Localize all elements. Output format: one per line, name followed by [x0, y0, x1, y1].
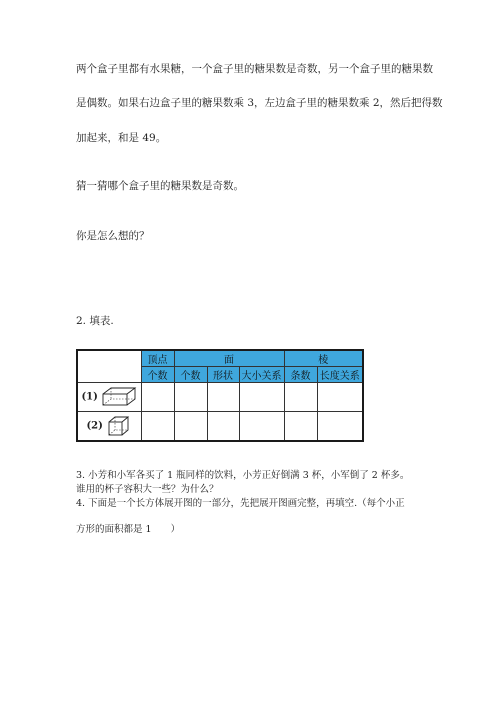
- subheader-face-shape: 形状: [207, 367, 239, 383]
- header-edges: 棱: [284, 350, 363, 367]
- fill-in-table: [76, 349, 364, 442]
- subheader-vertex-count: 个数: [141, 367, 174, 383]
- q3-line-1: 3. 小芳和小军各买了 1 瓶同样的饮料，小芳正好倒满 3 杯，小军倒了 2 杯多。: [76, 470, 410, 481]
- cell-cuboid-edge-length[interactable]: [317, 383, 363, 412]
- subheader-edge-count: 条数: [284, 367, 317, 383]
- cell-cuboid-face-count[interactable]: [174, 383, 207, 412]
- cell-cuboid-face-shape[interactable]: [207, 383, 239, 412]
- question-reasoning: 你是怎么想的？: [76, 230, 150, 242]
- cell-cube-face-size[interactable]: [239, 412, 284, 441]
- subheader-face-size: 大小关系: [239, 367, 284, 383]
- cell-cube-edge-length[interactable]: [317, 412, 363, 441]
- problem-text-line-3: 加起来，和是 49。: [76, 132, 167, 144]
- problem-text-line-1: 两个盒子里都有水果糖，一个盒子里的糖果数是奇数，另一个盒子里的糖果数: [76, 63, 433, 75]
- q2-title: 2. 填表.: [76, 315, 114, 327]
- cell-cube-face-shape[interactable]: [207, 412, 239, 441]
- cell-cube-edge-count[interactable]: [284, 412, 317, 441]
- row-label-cube: [77, 412, 141, 441]
- subheader-edge-length: 长度关系: [317, 367, 363, 383]
- header-faces: 面: [174, 350, 284, 367]
- row-label-cuboid: [77, 383, 141, 412]
- cube-icon: [106, 415, 132, 437]
- table-corner-cell: [77, 350, 141, 383]
- cell-cube-vertices[interactable]: [141, 412, 174, 441]
- row-number: (1): [81, 391, 98, 403]
- cuboid-icon: [101, 386, 137, 408]
- cell-cuboid-edge-count[interactable]: [284, 383, 317, 412]
- q3-line-2: 谁用的杯子容积大一些？为什么？: [76, 484, 219, 495]
- cell-cuboid-face-size[interactable]: [239, 383, 284, 412]
- cell-cuboid-vertices[interactable]: [141, 383, 174, 412]
- header-vertices: 顶点: [141, 350, 174, 367]
- q4-line-1: 4. 下面是一个长方体展开图的一部分，先把展开图画完整，再填空.（每个小正: [76, 498, 405, 509]
- q4-line-2: 方形的面积都是 1 ）: [76, 524, 181, 535]
- table-row: [77, 383, 363, 412]
- subheader-face-count: 个数: [174, 367, 207, 383]
- cell-cube-face-count[interactable]: [174, 412, 207, 441]
- table-row: [77, 412, 363, 441]
- problem-text-line-2: 是偶数。如果右边盒子里的糖果数乘 3，左边盒子里的糖果数乘 2，然后把得数: [76, 97, 443, 109]
- question-odd-box: 猜一猜哪个盒子里的糖果数是奇数。: [76, 180, 244, 192]
- row-number: (2): [86, 420, 103, 432]
